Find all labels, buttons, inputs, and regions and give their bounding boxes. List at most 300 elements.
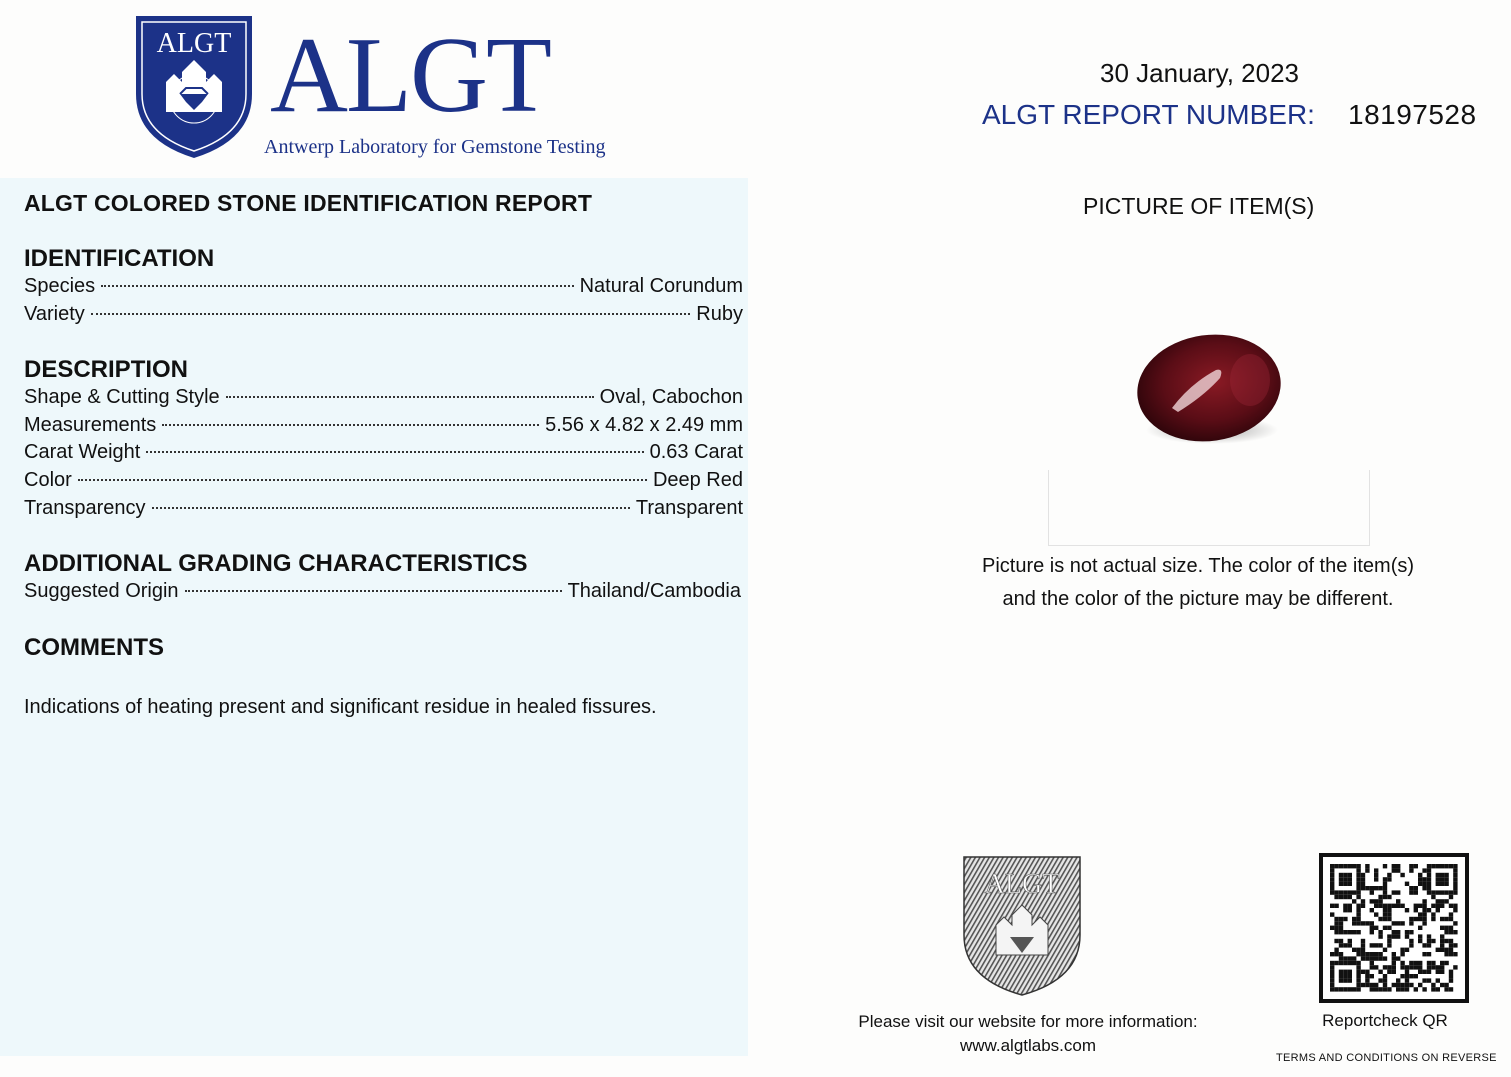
qr-module — [1330, 970, 1334, 974]
qr-module — [1414, 917, 1418, 921]
qr-module — [1444, 987, 1448, 991]
qr-module — [1361, 886, 1365, 890]
qr-module — [1348, 877, 1352, 881]
qr-module — [1453, 921, 1457, 925]
qr-module — [1330, 974, 1334, 978]
qr-module — [1392, 921, 1396, 925]
qr-module — [1339, 974, 1343, 978]
qr-module — [1370, 899, 1374, 903]
qr-module — [1392, 930, 1396, 934]
qr-code-graphic — [1319, 853, 1469, 1003]
qr-module — [1449, 930, 1453, 934]
qr-module — [1374, 956, 1378, 960]
qr-module — [1383, 912, 1387, 916]
qr-module — [1422, 899, 1426, 903]
qr-module — [1348, 970, 1352, 974]
svg-text:ALGT: ALGT — [984, 869, 1060, 900]
qr-module — [1334, 864, 1338, 868]
qr-module — [1427, 868, 1431, 872]
qr-module — [1405, 908, 1409, 912]
qr-module — [1444, 864, 1448, 868]
qr-module — [1392, 965, 1396, 969]
leader-dots — [152, 506, 630, 509]
qr-module — [1405, 974, 1409, 978]
qr-module — [1361, 943, 1365, 947]
qr-module — [1334, 895, 1338, 899]
qr-module — [1343, 956, 1347, 960]
qr-module — [1343, 877, 1347, 881]
qr-module — [1348, 890, 1352, 894]
qr-module — [1365, 970, 1369, 974]
picture-title: PICTURE OF ITEM(S) — [1083, 193, 1315, 219]
qr-module — [1330, 882, 1334, 886]
description-heading: DESCRIPTION — [24, 356, 189, 383]
qr-module — [1422, 868, 1426, 872]
qr-module — [1365, 864, 1369, 868]
qr-module — [1453, 952, 1457, 956]
qr-module — [1383, 978, 1387, 982]
qr-module — [1370, 952, 1374, 956]
qr-module — [1396, 956, 1400, 960]
qr-module — [1378, 904, 1382, 908]
qr-module — [1431, 983, 1435, 987]
terms-notice: TERMS AND CONDITIONS ON REVERSE — [1276, 1052, 1497, 1064]
qr-module — [1343, 974, 1347, 978]
qr-module — [1374, 952, 1378, 956]
qr-module — [1361, 921, 1365, 925]
qr-module — [1334, 926, 1338, 930]
leader-dots — [101, 284, 573, 287]
qr-module — [1405, 934, 1409, 938]
qr-module — [1392, 961, 1396, 965]
qr-module — [1409, 921, 1413, 925]
qr-module — [1343, 930, 1347, 934]
species-label: Species — [24, 275, 96, 297]
qr-module — [1444, 877, 1448, 881]
qr-module — [1436, 877, 1440, 881]
measurements-label: Measurements — [24, 414, 157, 436]
qr-module — [1444, 873, 1448, 877]
qr-module — [1339, 978, 1343, 982]
qr-module — [1436, 904, 1440, 908]
qr-module — [1427, 908, 1431, 912]
qr-module — [1370, 943, 1374, 947]
qr-module — [1339, 864, 1343, 868]
leader-dots — [185, 589, 562, 592]
carat-value: 0.63 Carat — [649, 441, 743, 463]
qr-module — [1444, 948, 1448, 952]
transparency-value: Transparent — [635, 497, 743, 519]
qr-module — [1356, 904, 1360, 908]
qr-module — [1383, 908, 1387, 912]
variety-label: Variety — [24, 303, 85, 325]
qr-module — [1436, 970, 1440, 974]
qr-module — [1352, 890, 1356, 894]
qr-module — [1436, 864, 1440, 868]
qr-module — [1431, 904, 1435, 908]
qr-module — [1414, 974, 1418, 978]
qr-module — [1396, 904, 1400, 908]
qr-label: Reportcheck QR — [1322, 1011, 1448, 1030]
report-title: ALGT COLORED STONE IDENTIFICATION REPORT — [24, 190, 593, 216]
qr-module — [1387, 873, 1391, 877]
reportcheck-qr-code[interactable] — [1319, 853, 1469, 1003]
measurements-row — [24, 414, 743, 440]
comments-heading: COMMENTS — [24, 634, 164, 661]
qr-module — [1374, 877, 1378, 881]
qr-module — [1356, 877, 1360, 881]
qr-module — [1343, 970, 1347, 974]
qr-module — [1361, 952, 1365, 956]
qr-module — [1409, 939, 1413, 943]
qr-module — [1330, 864, 1334, 868]
qr-module — [1418, 882, 1422, 886]
qr-module — [1383, 987, 1387, 991]
qr-module — [1339, 930, 1343, 934]
additional-heading: ADDITIONAL GRADING CHARACTERISTICS — [24, 550, 528, 577]
qr-module — [1427, 978, 1431, 982]
report-date: 30 January, 2023 — [1100, 58, 1299, 88]
qr-module — [1339, 873, 1343, 877]
qr-module — [1431, 864, 1435, 868]
qr-module — [1431, 912, 1435, 916]
qr-module — [1418, 961, 1422, 965]
qr-module — [1418, 877, 1422, 881]
qr-module — [1436, 948, 1440, 952]
qr-module — [1409, 965, 1413, 969]
qr-module — [1365, 956, 1369, 960]
qr-module — [1405, 930, 1409, 934]
qr-module — [1339, 952, 1343, 956]
qr-module — [1387, 912, 1391, 916]
qr-module — [1383, 926, 1387, 930]
qr-module — [1334, 930, 1338, 934]
qr-module — [1436, 890, 1440, 894]
qr-module — [1356, 886, 1360, 890]
qr-module — [1431, 961, 1435, 965]
qr-module — [1387, 987, 1391, 991]
qr-module — [1330, 912, 1334, 916]
qr-module — [1348, 930, 1352, 934]
qr-module — [1334, 952, 1338, 956]
algt-tagline: Antwerp Laboratory for Gemstone Testing — [264, 136, 606, 158]
qr-module — [1449, 895, 1453, 899]
qr-module — [1374, 886, 1378, 890]
qr-module — [1409, 890, 1413, 894]
qr-module — [1418, 965, 1422, 969]
picture-note-line2: and the color of the picture may be different. — [1002, 588, 1394, 610]
qr-module — [1453, 873, 1457, 877]
qr-module — [1356, 987, 1360, 991]
qr-module — [1436, 965, 1440, 969]
qr-module — [1339, 943, 1343, 947]
color-row — [24, 469, 743, 495]
website-link[interactable]: www.algtlabs.com — [959, 1036, 1097, 1055]
qr-module — [1348, 956, 1352, 960]
qr-module — [1427, 877, 1431, 881]
shape-label: Shape & Cutting Style — [24, 386, 220, 408]
qr-module — [1405, 948, 1409, 952]
qr-module — [1409, 864, 1413, 868]
qr-module — [1330, 873, 1334, 877]
qr-module — [1356, 930, 1360, 934]
qr-module — [1343, 908, 1347, 912]
qr-module — [1356, 882, 1360, 886]
qr-module — [1330, 926, 1334, 930]
qr-module — [1449, 926, 1453, 930]
qr-module — [1387, 970, 1391, 974]
qr-module — [1431, 917, 1435, 921]
qr-module — [1339, 895, 1343, 899]
qr-module — [1392, 934, 1396, 938]
qr-module — [1334, 939, 1338, 943]
qr-module — [1387, 877, 1391, 881]
qr-module — [1422, 908, 1426, 912]
qr-module — [1330, 877, 1334, 881]
qr-module — [1440, 864, 1444, 868]
qr-module — [1361, 956, 1365, 960]
qr-module — [1418, 917, 1422, 921]
comments-text: Indications of heating present and significant residue in healed fissures. — [24, 696, 657, 718]
qr-module — [1378, 917, 1382, 921]
identification-heading: IDENTIFICATION — [24, 245, 215, 272]
qr-module — [1383, 974, 1387, 978]
qr-module — [1422, 921, 1426, 925]
qr-module — [1418, 970, 1422, 974]
qr-module — [1343, 917, 1347, 921]
qr-module — [1405, 983, 1409, 987]
qr-module — [1440, 934, 1444, 938]
qr-module — [1378, 895, 1382, 899]
algt-footer-shield — [962, 855, 1082, 997]
qr-module — [1370, 983, 1374, 987]
qr-module — [1405, 970, 1409, 974]
qr-module — [1449, 864, 1453, 868]
qr-module — [1348, 943, 1352, 947]
qr-module — [1449, 978, 1453, 982]
qr-module — [1400, 974, 1404, 978]
qr-module — [1348, 939, 1352, 943]
qr-module — [1422, 987, 1426, 991]
qr-module — [1436, 873, 1440, 877]
qr-module — [1396, 890, 1400, 894]
qr-module — [1392, 904, 1396, 908]
qr-module — [1427, 952, 1431, 956]
qr-module — [1449, 890, 1453, 894]
measurements-value: 5.56 x 4.82 x 2.49 mm — [545, 414, 743, 436]
qr-module — [1330, 890, 1334, 894]
qr-module — [1392, 864, 1396, 868]
qr-module — [1352, 921, 1356, 925]
qr-module — [1356, 917, 1360, 921]
qr-module — [1361, 904, 1365, 908]
qr-module — [1409, 886, 1413, 890]
qr-module — [1370, 974, 1374, 978]
qr-module — [1431, 890, 1435, 894]
qr-module — [1396, 934, 1400, 938]
qr-module — [1387, 908, 1391, 912]
qr-module — [1444, 926, 1448, 930]
qr-module — [1356, 912, 1360, 916]
qr-module — [1383, 886, 1387, 890]
qr-module — [1396, 899, 1400, 903]
qr-module — [1444, 882, 1448, 886]
qr-module — [1348, 974, 1352, 978]
qr-module — [1330, 961, 1334, 965]
qr-module — [1400, 987, 1404, 991]
qr-module — [1361, 882, 1365, 886]
qr-module — [1356, 965, 1360, 969]
qr-module — [1356, 983, 1360, 987]
qr-module — [1383, 904, 1387, 908]
qr-module — [1392, 956, 1396, 960]
qr-module — [1392, 952, 1396, 956]
qr-module — [1370, 987, 1374, 991]
qr-module — [1409, 974, 1413, 978]
leader-dots — [91, 312, 691, 315]
qr-module — [1330, 965, 1334, 969]
qr-module — [1343, 890, 1347, 894]
qr-module — [1361, 877, 1365, 881]
qr-module — [1387, 917, 1391, 921]
qr-module — [1449, 974, 1453, 978]
algt-shield-logo — [134, 14, 254, 160]
qr-module — [1334, 917, 1338, 921]
variety-value: Ruby — [696, 303, 743, 325]
qr-module — [1352, 956, 1356, 960]
qr-module — [1453, 965, 1457, 969]
qr-module — [1418, 873, 1422, 877]
qr-module — [1378, 956, 1382, 960]
qr-module — [1396, 864, 1400, 868]
qr-module — [1352, 948, 1356, 952]
qr-module — [1444, 983, 1448, 987]
qr-module — [1339, 961, 1343, 965]
qr-module — [1383, 864, 1387, 868]
qr-module — [1374, 868, 1378, 872]
qr-module — [1409, 983, 1413, 987]
qr-module — [1343, 987, 1347, 991]
qr-module — [1370, 886, 1374, 890]
qr-module — [1400, 948, 1404, 952]
qr-module — [1352, 930, 1356, 934]
qr-module — [1361, 899, 1365, 903]
qr-module — [1444, 917, 1448, 921]
qr-module — [1343, 904, 1347, 908]
qr-module — [1339, 882, 1343, 886]
origin-label: Suggested Origin — [24, 580, 179, 602]
qr-module — [1356, 961, 1360, 965]
qr-module — [1414, 965, 1418, 969]
leader-dots — [226, 395, 594, 398]
qr-module — [1427, 961, 1431, 965]
qr-module — [1348, 904, 1352, 908]
species-value: Natural Corundum — [579, 275, 743, 297]
qr-module — [1396, 978, 1400, 982]
qr-module — [1348, 978, 1352, 982]
qr-module — [1348, 908, 1352, 912]
qr-module — [1453, 943, 1457, 947]
qr-module — [1400, 965, 1404, 969]
report-number-label: ALGT REPORT NUMBER: — [982, 99, 1315, 130]
qr-module — [1414, 904, 1418, 908]
qr-module — [1356, 952, 1360, 956]
qr-module — [1365, 952, 1369, 956]
qr-module — [1339, 939, 1343, 943]
qr-module — [1427, 943, 1431, 947]
qr-module — [1440, 904, 1444, 908]
qr-module — [1383, 877, 1387, 881]
qr-module — [1374, 965, 1378, 969]
qr-module — [1453, 868, 1457, 872]
qr-module — [1352, 917, 1356, 921]
qr-module — [1356, 908, 1360, 912]
qr-module — [1339, 877, 1343, 881]
origin-row — [24, 580, 741, 606]
qr-module — [1440, 926, 1444, 930]
qr-module — [1392, 868, 1396, 872]
qr-module — [1440, 890, 1444, 894]
qr-module — [1396, 983, 1400, 987]
qr-module — [1374, 943, 1378, 947]
qr-module — [1343, 873, 1347, 877]
qr-module — [1422, 877, 1426, 881]
qr-module — [1440, 877, 1444, 881]
qr-module — [1330, 952, 1334, 956]
qr-module — [1334, 890, 1338, 894]
qr-module — [1400, 983, 1404, 987]
qr-module — [1436, 899, 1440, 903]
qr-module — [1387, 939, 1391, 943]
qr-module — [1449, 912, 1453, 916]
qr-module — [1427, 965, 1431, 969]
qr-module — [1400, 952, 1404, 956]
qr-module — [1427, 864, 1431, 868]
picture-note-line1: Picture is not actual size. The color of the item(s) — [981, 555, 1415, 577]
qr-module — [1343, 978, 1347, 982]
qr-module — [1343, 882, 1347, 886]
qr-module — [1383, 948, 1387, 952]
qr-module — [1409, 930, 1413, 934]
qr-module — [1370, 890, 1374, 894]
qr-module — [1400, 961, 1404, 965]
qr-module — [1330, 904, 1334, 908]
qr-module — [1422, 886, 1426, 890]
qr-module — [1427, 890, 1431, 894]
qr-module — [1374, 987, 1378, 991]
qr-module — [1343, 864, 1347, 868]
qr-module — [1414, 961, 1418, 965]
shape-row — [24, 386, 743, 412]
qr-module — [1378, 886, 1382, 890]
qr-module — [1365, 921, 1369, 925]
qr-module — [1449, 917, 1453, 921]
qr-module — [1427, 882, 1431, 886]
qr-module — [1356, 890, 1360, 894]
qr-module — [1352, 899, 1356, 903]
qr-module — [1370, 921, 1374, 925]
qr-module — [1383, 965, 1387, 969]
qr-module — [1348, 882, 1352, 886]
qr-module — [1400, 904, 1404, 908]
picture-frame — [1048, 470, 1370, 546]
qr-module — [1339, 956, 1343, 960]
qr-module — [1427, 934, 1431, 938]
qr-module — [1378, 952, 1382, 956]
qr-module — [1440, 965, 1444, 969]
qr-module — [1339, 926, 1343, 930]
qr-module — [1374, 926, 1378, 930]
